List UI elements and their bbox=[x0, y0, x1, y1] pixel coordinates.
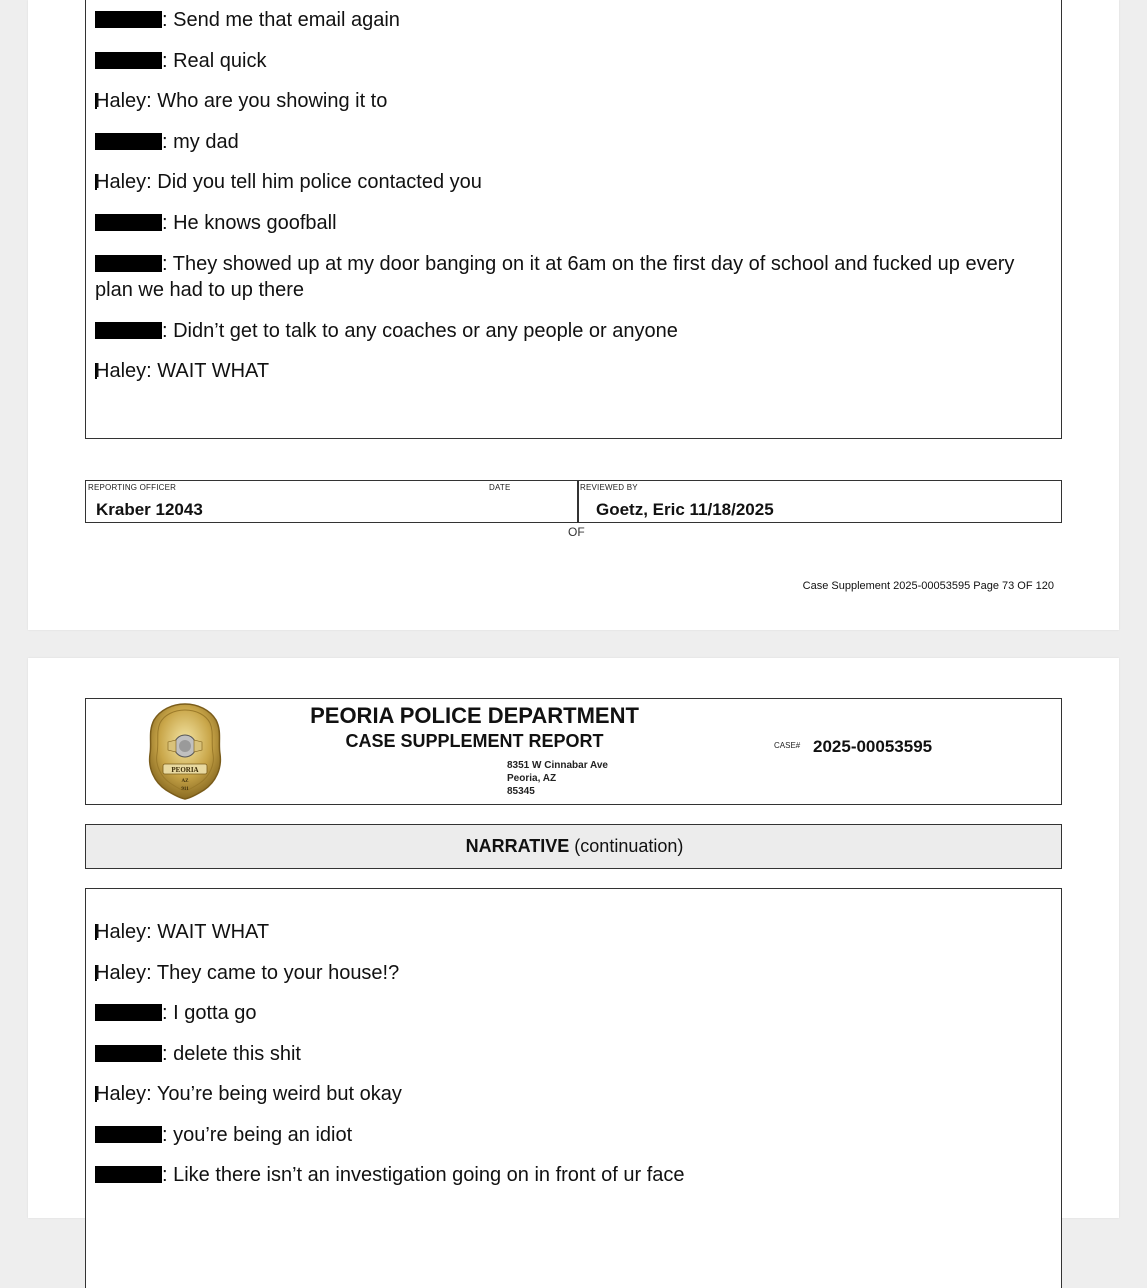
chat-line: : He knows goofball bbox=[95, 210, 337, 236]
redaction-bar bbox=[95, 1166, 162, 1183]
redaction-bar bbox=[95, 214, 162, 231]
badge-state: AZ bbox=[181, 779, 189, 784]
redaction-bar bbox=[95, 255, 162, 272]
reviewed-by-label: REVIEWED BY bbox=[580, 483, 638, 492]
redaction-bar bbox=[95, 322, 162, 339]
signature-block bbox=[85, 480, 1062, 523]
page-footer: Case Supplement 2025-00053595 Page 73 OF 120 bbox=[802, 580, 1054, 592]
date-label: DATE bbox=[489, 483, 511, 492]
chat-line: Haley: You’re being weird but okay bbox=[95, 1083, 402, 1105]
reviewed-by-value: Goetz, Eric 11/18/2025 bbox=[596, 500, 774, 519]
badge-text: PEORIA bbox=[171, 766, 199, 774]
badge-number: 911 bbox=[181, 787, 189, 792]
case-number: 2025-00053595 bbox=[813, 737, 933, 756]
reporting-officer-label: REPORTING OFFICER bbox=[88, 483, 177, 492]
chat-line: : Send me that email again bbox=[95, 7, 400, 33]
divider bbox=[577, 481, 579, 522]
chat-line: : delete this shit bbox=[95, 1041, 301, 1067]
chat-line: Haley: They came to your house!? bbox=[95, 962, 400, 984]
reporting-officer-value: Kraber 12043 bbox=[96, 500, 203, 519]
chat-line: Haley: WAIT WHAT bbox=[95, 921, 270, 943]
chat-line: Haley: Who are you showing it to bbox=[95, 90, 388, 112]
chat-line: : I gotta go bbox=[95, 1000, 257, 1026]
redaction-bar bbox=[95, 11, 162, 28]
of-label: OF bbox=[568, 525, 585, 539]
report-title: CASE SUPPLEMENT REPORT bbox=[345, 731, 604, 751]
redaction-bar bbox=[95, 133, 162, 150]
case-number-label: CASE# bbox=[774, 741, 801, 750]
chat-line: : my dad bbox=[95, 129, 239, 155]
report-page-73 bbox=[28, 0, 1119, 630]
chat-line: : Like there isn’t an investigation going on in front of ur face bbox=[95, 1162, 685, 1188]
narrative-title: NARRATIVE (continuation) bbox=[465, 836, 684, 856]
chat-line: : Real quick bbox=[95, 48, 267, 74]
chat-line: Haley: WAIT WHAT bbox=[95, 360, 270, 382]
report-page-74 bbox=[28, 658, 1119, 1218]
chat-line: : They showed up at my door banging on it at 6am on the first day of school and fucked up every plan we had to up there bbox=[95, 253, 1015, 301]
redaction-bar bbox=[95, 1004, 162, 1021]
redaction-bar bbox=[95, 1045, 162, 1062]
chat-line: : you’re being an idiot bbox=[95, 1122, 352, 1148]
department-address: 8351 W Cinnabar Ave Peoria, AZ 85345 bbox=[507, 760, 608, 797]
chat-line: Haley: Did you tell him police contacted you bbox=[95, 171, 482, 193]
chat-line: : Didn’t get to talk to any coaches or any people or anyone bbox=[95, 318, 678, 344]
department-name: PEORIA POLICE DEPARTMENT bbox=[310, 703, 639, 728]
redaction-bar bbox=[95, 52, 162, 69]
redaction-bar bbox=[95, 1126, 162, 1143]
report-header bbox=[85, 698, 1062, 805]
narrative-section-header bbox=[85, 824, 1062, 869]
